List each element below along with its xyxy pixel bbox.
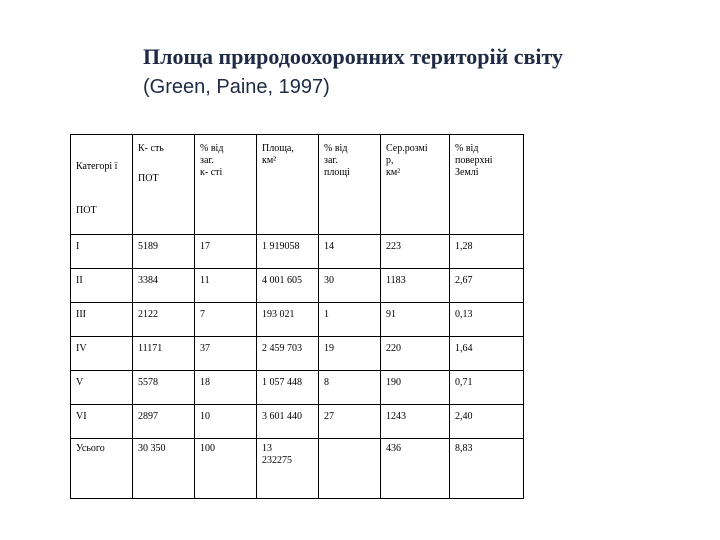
table-body <box>71 235 524 439</box>
cell-pct-area: 30 <box>319 269 381 303</box>
table-row <box>71 269 524 303</box>
total-pct-area <box>319 439 381 499</box>
cell-area: 193 021 <box>257 303 319 337</box>
cell-count: 2897 <box>133 405 195 439</box>
cell-pct-area: 8 <box>319 371 381 405</box>
cell-pct-count: 7 <box>195 303 257 337</box>
cell-pct-count: 37 <box>195 337 257 371</box>
page-subtitle-citation: (Green, Paine, 1997) <box>143 76 330 98</box>
cell-category: IV <box>71 337 133 371</box>
cell-pct-count: 11 <box>195 269 257 303</box>
protected-areas-table <box>70 134 524 499</box>
cell-pct-count: 18 <box>195 371 257 405</box>
cell-count: 2122 <box>133 303 195 337</box>
cell-count: 3384 <box>133 269 195 303</box>
cell-count: 5578 <box>133 371 195 405</box>
cell-pct-area: 19 <box>319 337 381 371</box>
cell-pct-land: 2,40 <box>450 405 524 439</box>
cell-area: 4 001 605 <box>257 269 319 303</box>
total-avg-size: 436 <box>381 439 450 499</box>
header-avg-size: Сер.розмі р, км² <box>381 135 450 235</box>
total-pct-land: 8,83 <box>450 439 524 499</box>
header-area: Площа, км² <box>257 135 319 235</box>
title-block <box>143 42 663 102</box>
total-pct-count: 100 <box>195 439 257 499</box>
cell-avg-size: 91 <box>381 303 450 337</box>
cell-count: 5189 <box>133 235 195 269</box>
cell-pct-land: 2,67 <box>450 269 524 303</box>
table-row <box>71 337 524 371</box>
cell-pct-count: 10 <box>195 405 257 439</box>
cell-pct-area: 1 <box>319 303 381 337</box>
table-total-row <box>71 439 524 499</box>
total-area: 13 232275 <box>257 439 319 499</box>
header-count-sublabel: ПОТ <box>138 173 159 184</box>
cell-pct-area: 27 <box>319 405 381 439</box>
total-label: Усього <box>71 439 133 499</box>
cell-area: 1 919058 <box>257 235 319 269</box>
table-header-row <box>71 135 524 235</box>
cell-area: 1 057 448 <box>257 371 319 405</box>
cell-pct-area: 14 <box>319 235 381 269</box>
cell-category: I <box>71 235 133 269</box>
table-row <box>71 371 524 405</box>
header-pct-count: % від заг. к- сті <box>195 135 257 235</box>
header-category <box>71 135 133 235</box>
table-row <box>71 405 524 439</box>
header-pct-land: % від поверхні Землі <box>450 135 524 235</box>
cell-category: III <box>71 303 133 337</box>
cell-pct-land: 0,71 <box>450 371 524 405</box>
cell-pct-land: 1,64 <box>450 337 524 371</box>
cell-area: 2 459 703 <box>257 337 319 371</box>
cell-avg-size: 223 <box>381 235 450 269</box>
page-title: Площа природоохоронних територій світу <box>143 44 564 69</box>
cell-pct-count: 17 <box>195 235 257 269</box>
cell-area: 3 601 440 <box>257 405 319 439</box>
cell-category: II <box>71 269 133 303</box>
cell-avg-size: 1243 <box>381 405 450 439</box>
cell-pct-land: 1,28 <box>450 235 524 269</box>
header-count-label: К- сть <box>138 143 164 154</box>
header-category-label: Категорі ї <box>76 161 118 172</box>
cell-avg-size: 220 <box>381 337 450 371</box>
cell-count: 11171 <box>133 337 195 371</box>
total-count: 30 350 <box>133 439 195 499</box>
cell-pct-land: 0,13 <box>450 303 524 337</box>
header-count <box>133 135 195 235</box>
table-row <box>71 235 524 269</box>
header-category-sublabel: ПОТ <box>76 205 97 216</box>
cell-avg-size: 1183 <box>381 269 450 303</box>
cell-category: V <box>71 371 133 405</box>
table-row <box>71 303 524 337</box>
cell-category: VI <box>71 405 133 439</box>
cell-avg-size: 190 <box>381 371 450 405</box>
header-pct-area: % від заг. площі <box>319 135 381 235</box>
